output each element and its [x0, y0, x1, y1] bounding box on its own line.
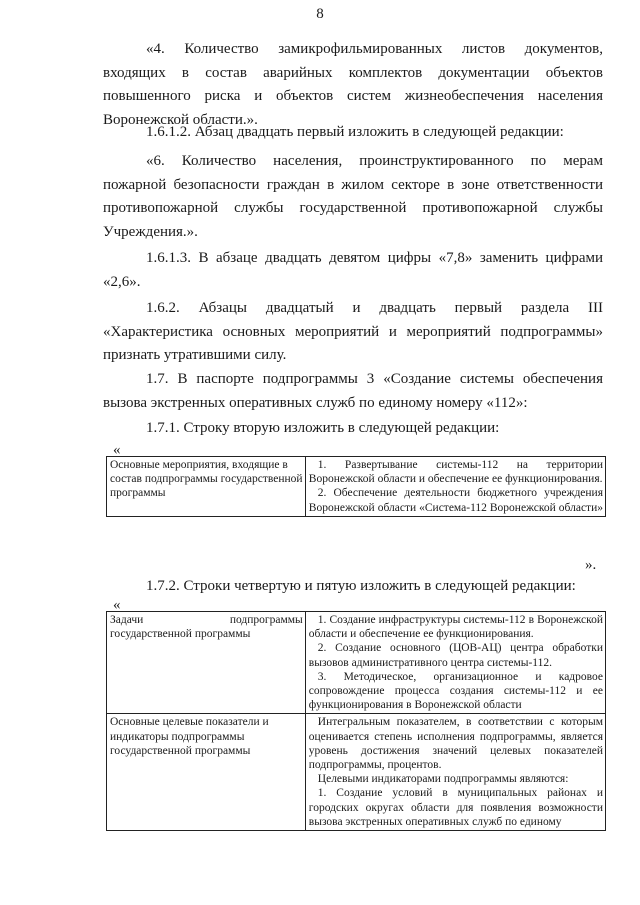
table2-row2-item-1: Интегральным показателем, в соответствии с которым оценивается степень исполнения подпрограммы, является уровень достижения значений целевых показателей подпрограммы, процентов. — [308, 716, 603, 772]
page-number: 8 — [316, 6, 324, 22]
paragraph-item-6-quote: «6. Количество населения, проинструктированного по мерам пожарной безопасности граждан в жилом секторе в зоне ответственности противопожарной службы государственной противопожарной службы Учреждения.». — [103, 153, 603, 240]
table2-open-quote: « — [113, 597, 121, 613]
table1-left-cell: Основные мероприятия, входящие в состав подпрограммы государственной программы — [107, 457, 306, 517]
table2-row2-right-cell — [305, 714, 605, 831]
paragraph-1-6-2: 1.6.2. Абзацы двадцатый и двадцать первый раздела III «Характеристика основных мероприятий и мероприятий подпрограммы» признать утратившими силу. — [103, 300, 603, 363]
paragraph-item-4-quote: «4. Количество замикрофильмированных листов документов, входящих в состав аварийных комплектов документации объектов повышенного риска и объектов систем жизнеобеспечения населения Воронежской области.». — [103, 41, 603, 128]
table-row — [107, 714, 606, 831]
table2-row2-item-2: Целевыми индикаторами подпрограммы являются: — [317, 773, 569, 786]
table2-row1-left-cell: Задачи подпрограммы государственной программы — [107, 612, 306, 714]
table1-right-cell — [305, 457, 605, 517]
table2-row1-item-3: 3. Методическое, организационное и кадровое сопровождение процесса создания системы-112 и ее функционирования в Воронежской области — [308, 670, 603, 712]
table1-close-quote: ». — [585, 557, 597, 573]
table2-row2-left-cell: Основные целевые показатели и индикаторы подпрограммы государственной программы — [107, 714, 306, 831]
paragraph-1-7-1: 1.7.1. Строку вторую изложить в следующей редакции: — [146, 420, 500, 436]
table2-row1-item-2: 2. Создание основного (ЦОВ-АЦ) центра обработки вызовов административного центра системы-112. — [308, 642, 603, 669]
table-row — [107, 457, 606, 517]
table1-item-1: 1. Развертывание системы-112 на территории Воронежской области и обеспечение ее функционирования. — [308, 459, 603, 486]
table1-open-quote: « — [113, 442, 121, 458]
paragraph-1-7-2: 1.7.2. Строки четвертую и пятую изложить в следующей редакции: — [146, 578, 576, 594]
paragraph-1-7: 1.7. В паспорте подпрограммы 3 «Создание системы обеспечения вызова экстренных оперативных служб по единому номеру «112»: — [103, 371, 603, 411]
table2-row2-item-3: 1. Создание условий в муниципальных районах и городских округах области для появления возможности вызова экстренных оперативных служб по единому — [308, 787, 603, 828]
table2-row1-right-cell — [305, 612, 605, 714]
table2-row1-item-1: 1. Создание инфраструктуры системы-112 в Воронежской области и обеспечение ее функционирования. — [308, 614, 603, 641]
table1-item-2: 2. Обеспечение деятельности бюджетного учреждения Воронежской области «Система-112 Воронежской области» — [308, 487, 603, 514]
paragraph-1-6-1-2: 1.6.1.2. Абзац двадцать первый изложить в следующей редакции: — [146, 124, 564, 140]
table-row-two — [106, 456, 606, 517]
paragraph-1-6-1-3: 1.6.1.3. В абзаце двадцать девятом цифры «7,8» заменить цифрами «2,6». — [103, 250, 603, 290]
table-rows-four-five — [106, 611, 606, 831]
table-row — [107, 612, 606, 714]
